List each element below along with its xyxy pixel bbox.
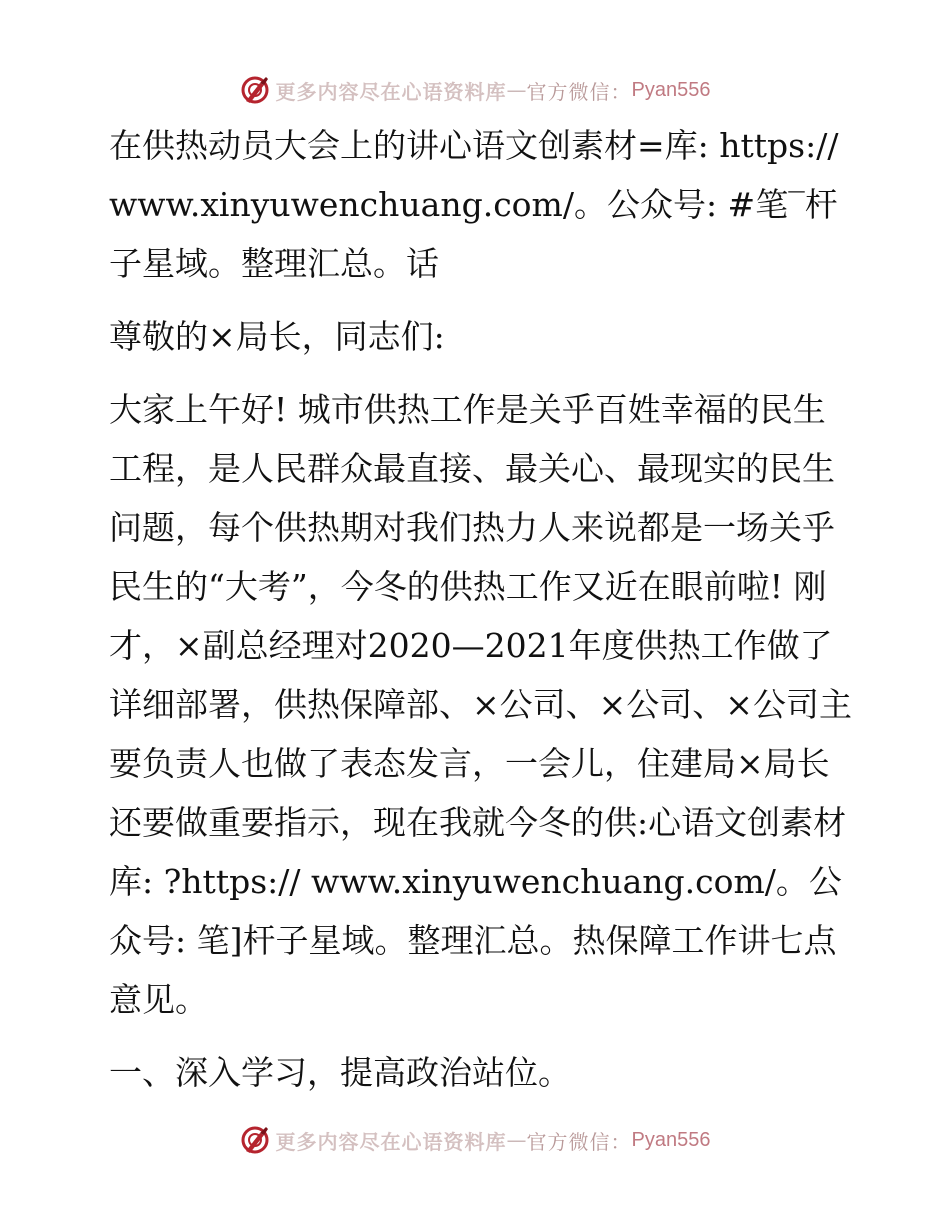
watermark-dash: — [506,78,527,102]
document-title-paragraph: 在供热动员大会上的讲心语文创素材=库: https://www.xinyuwenchuang.com/。公众号: #笔‾杆子星域。整理汇总。话 [109,126,839,283]
section-heading-1: 一、深入学习，提高政治站位。 [109,1053,571,1092]
watermark-main-text: 更多内容尽在心语资料库 [275,79,507,104]
watermark-wechat-label: 官方微信： [526,1129,632,1154]
watermark-main-text: 更多内容尽在心语资料库 [275,1129,507,1154]
pen-circle-logo-icon [240,75,270,105]
watermark-wechat-id: Pyan556 [631,1128,711,1151]
document-body [97,116,857,1102]
footer-watermark-banner [0,1120,950,1160]
watermark-wechat-label: 官方微信： [526,79,632,104]
watermark-wechat-id: Pyan556 [631,78,711,101]
opening-paragraph: 大家上午好! 城市供热工作是关乎百姓幸福的民生工程，是人民群众最直接、最关心、最现实的民生问题，每个供热期对我们热力人来说都是一场关乎民生的“大考”，今冬的供热工作又近在眼前啦! 刚才，×副总经理对2020—2021年度供热工作做了详细部署，供热保障部、×公司、×公司、×公司主要负责人也做了表态发言，一会儿，住建局×局长还要做重要指示，现在我就今冬的供:心语文创素材库: ?https:// www.xinyuwenchuang.com/。公众号: 笔]杆子星域。整理汇总。热保障工作讲七点意见。 [109,390,852,1019]
salutation-paragraph: 尊敬的×局长，同志们: [109,317,445,356]
pen-circle-logo-icon [240,1125,270,1155]
header-watermark-banner [0,70,950,110]
watermark-dash: — [506,1128,527,1152]
